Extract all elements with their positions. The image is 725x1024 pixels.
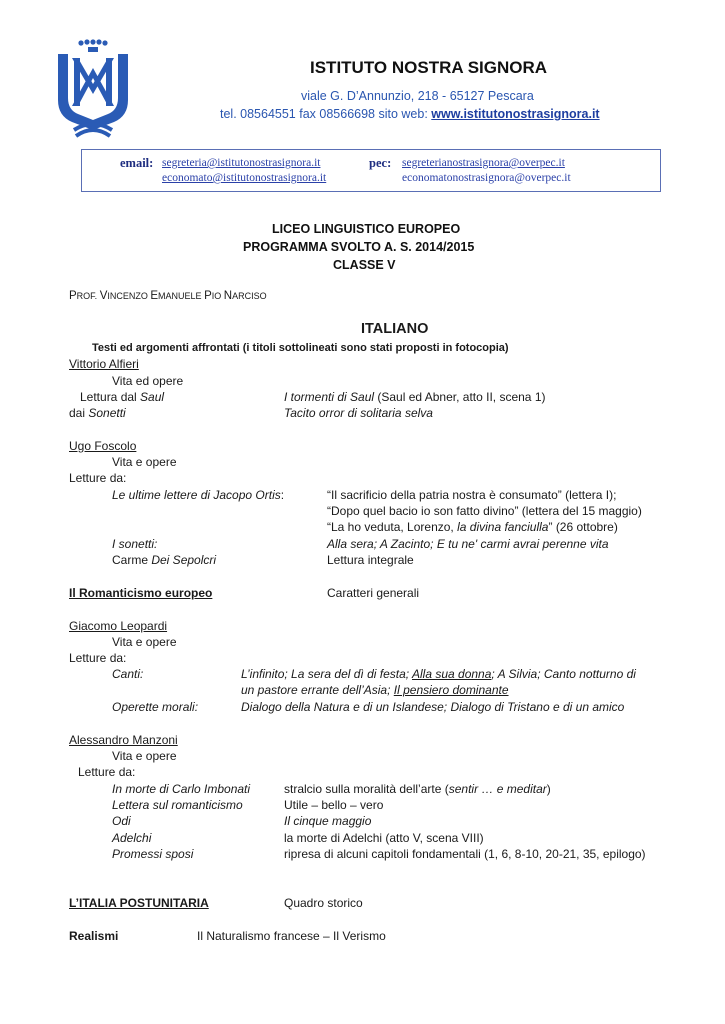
alfieri-lettura-label bbox=[80, 390, 164, 404]
manzoni-letture: Letture da: bbox=[78, 765, 136, 779]
section-realismi: Realismi bbox=[69, 929, 119, 943]
author-manzoni: Alessandro Manzoni bbox=[69, 733, 178, 747]
alfieri-lettura-detail: (Saul ed Abner, atto II, scena 1) bbox=[374, 390, 546, 404]
prof-manuele: MANUELE bbox=[158, 291, 205, 301]
leopardi-canti-1 bbox=[241, 667, 636, 681]
website-link[interactable]: www.istitutonostrasignora.it bbox=[431, 107, 600, 121]
alfieri-sonetti-label bbox=[69, 406, 126, 420]
foscolo-ortis-colon: : bbox=[280, 488, 285, 502]
foscolo-ortis-3a: “La ho veduta, Lorenzo, bbox=[327, 520, 458, 534]
professor-name bbox=[69, 290, 267, 302]
institute-title: ISTITUTO NOSTRA SIGNORA bbox=[310, 58, 548, 77]
prof-n: N bbox=[223, 290, 233, 302]
alfieri-vita: Vita ed opere bbox=[112, 374, 184, 388]
foscolo-vita: Vita e opere bbox=[112, 455, 177, 469]
foscolo-ortis-2: “Dopo quel bacio io son fatto divino” (lettera del 15 maggio) bbox=[327, 504, 642, 518]
foscolo-carme-pre: Carme bbox=[112, 553, 152, 567]
foscolo-ortis-3 bbox=[327, 520, 618, 534]
foscolo-sonetti-text: Alla sera; A Zacinto; E tu ne' carmi avrai perenne vita bbox=[327, 537, 609, 551]
romanticismo-text: Caratteri generali bbox=[327, 586, 420, 600]
postunitaria-text: Quadro storico bbox=[284, 896, 363, 910]
manzoni-lettera-label: Lettera sul romanticismo bbox=[112, 798, 243, 812]
manzoni-imbonati-a: stralcio sulla moralità dell’arte ( bbox=[284, 782, 449, 796]
prof-rof: ROF. bbox=[76, 291, 100, 301]
email-segreteria-link[interactable]: segreteria@istitutonostrasignora.it bbox=[162, 157, 321, 169]
foscolo-letture: Letture da: bbox=[69, 471, 127, 485]
foscolo-carme-label bbox=[112, 553, 216, 567]
institute-logo-icon bbox=[52, 38, 134, 142]
manzoni-imbonati-text bbox=[284, 782, 551, 796]
pec-segreteria-link[interactable]: segreterianostrasignora@overpec.it bbox=[402, 157, 565, 169]
manzoni-odi-label: Odi bbox=[112, 814, 131, 828]
prof-incenzo: INCENZO bbox=[107, 291, 151, 301]
manzoni-adelchi-label: Adelchi bbox=[112, 831, 152, 845]
pec-label: pec: bbox=[369, 156, 392, 170]
alfieri-lettura-work: Saul bbox=[140, 390, 165, 404]
subject-title: ITALIANO bbox=[361, 321, 429, 337]
leopardi-canti-1b: Alla sua donna bbox=[412, 667, 492, 681]
author-leopardi: Giacomo Leopardi bbox=[69, 619, 168, 633]
leopardi-canti-2a: un pastore errante dell’Asia; bbox=[241, 683, 394, 697]
prof-io: IO bbox=[211, 291, 224, 301]
manzoni-imbonati-label: In morte di Carlo Imbonati bbox=[112, 782, 251, 796]
prof-p2: P bbox=[204, 290, 212, 302]
program-line-3: CLASSE V bbox=[333, 258, 396, 272]
section-romanticismo: Il Romanticismo europeo bbox=[69, 586, 213, 600]
alfieri-sonetti-text: Tacito orror di solitaria selva bbox=[284, 406, 433, 420]
leopardi-canti-1c: ; A Silvia; Canto notturno di bbox=[491, 667, 636, 681]
leopardi-canti-label: Canti: bbox=[112, 667, 144, 681]
leopardi-vita: Vita e opere bbox=[112, 635, 177, 649]
leopardi-canti-2 bbox=[241, 683, 509, 697]
leopardi-operette-label: Operette morali: bbox=[112, 700, 199, 714]
leopardi-operette-text: Dialogo della Natura e di un Islandese; Dialogo di Tristano e di un amico bbox=[241, 700, 625, 714]
contacts-text: tel. 08564551 fax 08566698 sito web: bbox=[220, 107, 432, 121]
leopardi-letture: Letture da: bbox=[69, 651, 127, 665]
leopardi-canti-2b: Il pensiero dominante bbox=[393, 683, 509, 697]
manzoni-imbonati-c: ) bbox=[546, 782, 551, 796]
manzoni-promessi-label: Promessi sposi bbox=[112, 847, 194, 861]
foscolo-ortis-work: Le ultime lettere di Jacopo Ortis bbox=[112, 488, 281, 502]
alfieri-lettura-title: I tormenti di Saul bbox=[284, 390, 375, 404]
alfieri-lettura-text bbox=[284, 390, 546, 404]
alfieri-sonetti-pre: dai bbox=[69, 406, 89, 420]
email-label: email: bbox=[120, 156, 154, 170]
manzoni-odi-text: Il cinque maggio bbox=[284, 814, 372, 828]
prof-v: V bbox=[99, 290, 108, 302]
realismi-text: Il Naturalismo francese – Il Verismo bbox=[197, 929, 386, 943]
program-line-1: LICEO LINGUISTICO EUROPEO bbox=[272, 222, 461, 236]
email-box bbox=[81, 149, 661, 192]
leopardi-canti-1a: L’infinito; La sera del dì di festa; bbox=[241, 667, 412, 681]
manzoni-adelchi-text: la morte di Adelchi (atto V, scena VIII) bbox=[284, 831, 484, 845]
subject-note: Testi ed argomenti affrontati (i titoli sottolineati sono stati proposti in fotocopia) bbox=[92, 342, 509, 354]
email-label-text: email bbox=[120, 156, 150, 170]
pec-economato-text: economatonostrasignora@overpec.it bbox=[402, 172, 571, 184]
pec-label-text: pec bbox=[369, 156, 388, 170]
prof-p: P bbox=[69, 290, 77, 302]
author-alfieri: Vittorio Alfieri bbox=[69, 357, 139, 371]
foscolo-ortis-label bbox=[112, 488, 284, 502]
foscolo-carme-work: Dei Sepolcri bbox=[151, 553, 217, 567]
foscolo-ortis-3c: ” (26 ottobre) bbox=[548, 520, 618, 534]
foscolo-ortis-1: “Il sacrificio della patria nostra è consumato” (lettera I); bbox=[327, 488, 617, 502]
prof-e: E bbox=[150, 290, 159, 302]
manzoni-vita: Vita e opere bbox=[112, 749, 177, 763]
foscolo-ortis-3b: la divina fanciulla bbox=[457, 520, 549, 534]
manzoni-promessi-text: ripresa di alcuni capitoli fondamentali (1, 6, 8-10, 20-21, 35, epilogo) bbox=[284, 847, 646, 861]
foscolo-sonetti-label: I sonetti: bbox=[112, 537, 158, 551]
foscolo-carme-text: Lettura integrale bbox=[327, 553, 414, 567]
author-foscolo: Ugo Foscolo bbox=[69, 439, 137, 453]
alfieri-lettura-pre: Lettura dal bbox=[80, 390, 141, 404]
program-line-2: PROGRAMMA SVOLTO A. S. 2014/2015 bbox=[243, 240, 475, 254]
alfieri-sonetti-work: Sonetti bbox=[88, 406, 126, 420]
institute-contacts bbox=[220, 107, 600, 121]
manzoni-imbonati-b: sentir … e meditar bbox=[448, 782, 547, 796]
institute-address: viale G. D’Annunzio, 218 - 65127 Pescara bbox=[301, 89, 534, 103]
manzoni-lettera-text: Utile – bello – vero bbox=[284, 798, 384, 812]
prof-arciso: ARCISO bbox=[232, 291, 267, 301]
section-postunitaria: L’ITALIA POSTUNITARIA bbox=[69, 896, 209, 910]
email-economato-link[interactable]: economato@istitutonostrasignora.it bbox=[162, 172, 327, 184]
